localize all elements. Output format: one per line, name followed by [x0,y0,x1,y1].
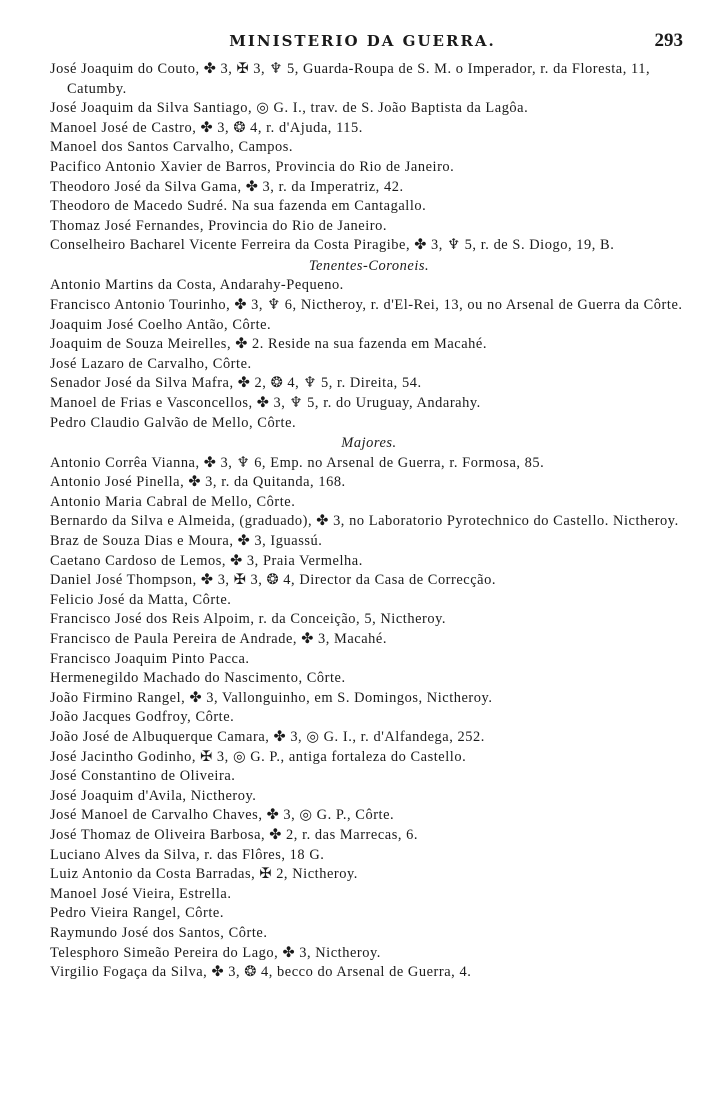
directory-entry: José Lazaro de Carvalho, Côrte. [50,355,252,372]
directory-entry: Pacifico Antonio Xavier de Barros, Provincia do Rio de Janeiro. [50,158,455,175]
directory-entry: José Constantino de Oliveira. [50,768,236,785]
directory-entry: Francisco de Paula Pereira de Andrade, ✤ 3, Macahé. [50,631,387,648]
directory-entry: Manoel dos Santos Carvalho, Campos. [50,139,294,156]
directory-entry: Francisco José dos Reis Alpoim, r. da Conceição, 5, Nictheroy. [50,611,447,628]
directory-entry: Francisco Joaquim Pinto Pacca. [50,650,250,667]
directory-entry: Pedro Vieira Rangel, Côrte. [50,905,224,922]
directory-entry: Braz de Souza Dias e Moura, ✤ 3, Iguassú. [50,533,323,550]
directory-entry: José Manoel de Carvalho Chaves, ✤ 3, ◎ G. P., Côrte. [50,807,395,824]
directory-entry: Manoel José de Castro, ✤ 3, ❂ 4, r. d'Ajuda, 115. [50,119,363,136]
directory-entry: José Jacintho Godinho, ✠ 3, ◎ G. P., antiga fortaleza do Castello. [50,748,467,765]
directory-entry: Francisco Antonio Tourinho, ✤ 3, ♆ 6, Nictheroy, r. d'El-Rei, 13, ou no Arsenal de Guerra da Côrte. [50,297,683,314]
directory-entry: Bernardo da Silva e Almeida, (graduado), ✤ 3, no Laboratorio Pyrotechnico do Castello. Nictheroy. [50,513,679,530]
directory-entry: João Firmino Rangel, ✤ 3, Vallonguinho, em S. Domingos, Nictheroy. [50,689,493,706]
section-heading-majores: Majores. [341,435,397,452]
directory-entry: José Thomaz de Oliveira Barbosa, ✤ 2, r. das Marrecas, 6. [50,826,419,843]
directory-entry: Thomaz José Fernandes, Provincia do Rio de Janeiro. [50,217,387,234]
directory-entry: Hermenegildo Machado do Nascimento, Côrte. [50,670,346,687]
directory-entry: Antonio Maria Cabral de Mello, Côrte. [50,493,296,510]
directory-entry: Felicio José da Matta, Côrte. [50,591,232,608]
directory-entry: José Joaquim d'Avila, Nictheroy. [50,787,257,804]
directory-entry: Daniel José Thompson, ✤ 3, ✠ 3, ❂ 4, Director da Casa de Correcção. [50,572,497,589]
directory-entry: Telesphoro Simeão Pereira do Lago, ✤ 3, Nictheroy. [50,944,381,961]
directory-entry: Antonio Corrêa Vianna, ✤ 3, ♆ 6, Emp. no Arsenal de Guerra, r. Formosa, 85. [50,454,545,471]
directory-listing [50,60,688,983]
directory-entry: Luiz Antonio da Costa Barradas, ✠ 2, Nictheroy. [50,866,358,883]
directory-entry: Virgilio Fogaça da Silva, ✤ 3, ❂ 4, becco do Arsenal de Guerra, 4. [50,964,472,981]
directory-entry: Senador José da Silva Mafra, ✤ 2, ❂ 4, ♆ 5, r. Direita, 54. [50,375,422,392]
directory-entry: Theodoro de Macedo Sudré. Na sua fazenda em Cantagallo. [50,198,427,215]
directory-entry: José Joaquim do Couto, ✤ 3, ✠ 3, ♆ 5, Guarda-Roupa de S. M. o Imperador, r. da Floresta, 11, Catumby. [50,61,651,97]
directory-entry: Caetano Cardoso de Lemos, ✤ 3, Praia Vermelha. [50,552,363,569]
running-title: MINISTERIO DA GUERRA. [229,32,496,50]
directory-entry: Antonio Martins da Costa, Andarahy-Pequeno. [50,277,344,294]
page-header [0,30,725,54]
directory-entry: Pedro Claudio Galvão de Mello, Côrte. [50,414,297,431]
directory-entry: Joaquim José Coelho Antão, Côrte. [50,316,272,333]
directory-entry: Theodoro José da Silva Gama, ✤ 3, r. da Imperatriz, 42. [50,178,404,195]
directory-entry: Manoel José Vieira, Estrella. [50,885,232,902]
directory-entry: Joaquim de Souza Meirelles, ✤ 2. Reside na sua fazenda em Macahé. [50,336,488,353]
directory-entry: Conselheiro Bacharel Vicente Ferreira da Costa Piragibe, ✤ 3, ♆ 5, r. de S. Diogo, 19, B. [50,237,615,254]
directory-entry: Manoel de Frias e Vasconcellos, ✤ 3, ♆ 5, r. do Uruguay, Andarahy. [50,395,481,411]
directory-entry: Raymundo José dos Santos, Côrte. [50,924,268,941]
directory-entry: José Joaquim da Silva Santiago, ◎ G. I., trav. de S. João Baptista da Lagôa. [50,100,529,117]
page-number: 293 [654,30,683,51]
directory-entry: João Jacques Godfroy, Côrte. [50,709,235,726]
directory-entry: Luciano Alves da Silva, r. das Flôres, 18 G. [50,846,325,863]
directory-entry: Antonio José Pinella, ✤ 3, r. da Quitanda, 168. [50,474,346,491]
section-heading-tenentes-coroneis: Tenentes-Coroneis. [308,257,430,274]
directory-entry: João José de Albuquerque Camara, ✤ 3, ◎ G. I., r. d'Alfandega, 252. [50,729,485,745]
